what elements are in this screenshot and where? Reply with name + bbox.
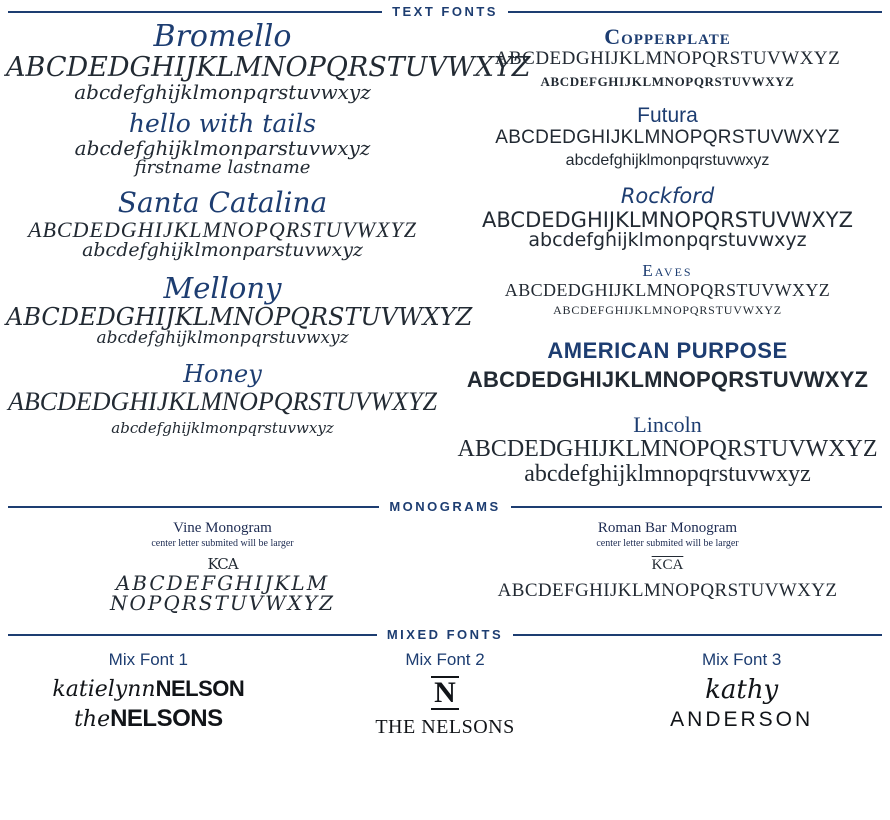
mixed-font-3-title: Mix Font 3 bbox=[702, 650, 782, 670]
font-specimen-honey-uppercase: ABCDEDGHIJKLMNOPQRSTUVWXYZ bbox=[8, 387, 437, 417]
font-specimen-santa-lowercase: abcdefghijklmonparstuvwxyz bbox=[82, 239, 363, 262]
font-name-american-purpose: AMERICAN PURPOSE bbox=[547, 337, 788, 363]
font-specimen-lincoln-lowercase: abcdefghijklmnopqrstuvwxyz bbox=[524, 461, 811, 488]
monogram-mark-roman-bar: $\overline{KCA}$ bbox=[651, 557, 684, 574]
font-name-mellony: Mellony bbox=[163, 271, 282, 306]
text-fonts-left-column bbox=[0, 19, 531, 493]
font-specimen-american-purpose-uppercase: ABCDEDGHIJKLMNOPQRSTUVWXYZ bbox=[466, 366, 869, 392]
section-header-monograms bbox=[0, 499, 890, 514]
font-specimen-eaves-uppercase: ABCDEDGHIJKLMNOPQRSTUVWXYZ bbox=[504, 280, 831, 301]
mixed-font-1-line2-block: NELSONS bbox=[110, 704, 223, 732]
font-sample-eaves bbox=[451, 262, 884, 316]
mixed-font-3 bbox=[593, 642, 890, 739]
monogram-alphabet-vine-line1: ABCDEFGHIJKLM bbox=[115, 571, 330, 596]
font-specimen-hello-sample: firstname lastname bbox=[134, 157, 311, 179]
text-fonts-right-column bbox=[445, 19, 890, 493]
mixed-font-2-initial: N bbox=[431, 676, 459, 710]
monograms-row bbox=[0, 514, 890, 616]
mixed-font-1 bbox=[0, 642, 297, 739]
font-name-lincoln: Lincoln bbox=[633, 412, 702, 437]
font-name-futura: Futura bbox=[637, 103, 698, 127]
mixed-font-3-line1: kathy bbox=[705, 675, 779, 706]
section-header-mixed-fonts bbox=[0, 627, 890, 642]
font-sample-honey bbox=[6, 359, 439, 438]
font-specimen-copperplate-small: ABCDEFGHIJKLMNOPQRSTUVWXYZ bbox=[540, 74, 795, 90]
font-catalog-page bbox=[0, 4, 890, 820]
divider-rule-right-mixed bbox=[513, 634, 882, 636]
monogram-note-vine: center letter submited will be larger bbox=[151, 538, 294, 550]
section-header-text-fonts bbox=[0, 4, 890, 19]
mixed-font-1-line1-script: katielynn bbox=[52, 677, 156, 703]
mixed-font-1-line2-script: the bbox=[74, 706, 111, 732]
mixed-font-1-line1-block: NELSON bbox=[155, 676, 245, 702]
mixed-font-2-initial-line bbox=[301, 676, 590, 710]
font-specimen-rockford-uppercase: ABCDEDGHIJKLMNOPQRSTUVWXYZ bbox=[482, 207, 853, 232]
font-specimen-mellony-lowercase: abcdefghijklmonpqrstuvwxyz bbox=[96, 328, 349, 349]
mixed-font-2 bbox=[297, 642, 594, 739]
font-sample-bromello bbox=[6, 19, 531, 104]
font-specimen-rockford-lowercase: abcdefghijklmonpqrstuvwxyz bbox=[528, 228, 807, 251]
font-sample-santa-catalina bbox=[6, 185, 439, 262]
font-specimen-honey-lowercase: abcdefghijklmonpqrstuvwxyz bbox=[111, 419, 334, 438]
font-name-bromello: Bromello bbox=[153, 19, 292, 54]
font-sample-hello-with-tails bbox=[6, 108, 439, 179]
monogram-roman-bar bbox=[445, 514, 890, 613]
font-sample-american-purpose bbox=[451, 339, 884, 391]
divider-rule-left bbox=[8, 11, 382, 13]
font-sample-copperplate bbox=[451, 25, 884, 89]
section-title-mixed-fonts: MIXED FONTS bbox=[386, 627, 504, 643]
font-sample-lincoln bbox=[451, 413, 884, 487]
font-sample-rockford bbox=[451, 185, 884, 250]
section-title-text-fonts: TEXT FONTS bbox=[392, 4, 498, 19]
font-name-honey: Honey bbox=[183, 359, 262, 388]
monogram-note-roman-bar: center letter submited will be larger bbox=[596, 538, 739, 550]
font-specimen-futura-uppercase: ABCDEDGHIJKLMNOPQRSTUVWXYZ bbox=[495, 126, 840, 148]
font-specimen-bromello-uppercase: ABCDEDGHIJKLMNOPQRSTUVWXYZ bbox=[6, 51, 531, 83]
font-specimen-lincoln-uppercase: ABCDEDGHIJKLMNOPQRSTUVWXYZ bbox=[457, 436, 878, 463]
mixed-font-1-title: Mix Font 1 bbox=[108, 650, 189, 670]
mixed-fonts-row bbox=[0, 642, 890, 739]
mixed-font-2-title: Mix Font 2 bbox=[405, 650, 485, 670]
mixed-font-1-line1 bbox=[4, 676, 293, 702]
divider-rule-left-mixed bbox=[8, 634, 377, 636]
divider-rule-left-monograms bbox=[8, 506, 379, 508]
font-specimen-copperplate-uppercase: ABCDEDGHIJKLMNOPQRSTUVWXYZ bbox=[494, 48, 841, 70]
monogram-alphabet-roman-bar: ABCDEFGHIJKLMNOPQRSTUVWXYZ bbox=[497, 580, 838, 602]
mixed-font-1-line2 bbox=[4, 705, 293, 733]
section-title-monograms: MONOGRAMS bbox=[389, 499, 501, 515]
font-name-copperplate: Copperplate bbox=[604, 24, 731, 49]
monogram-title-vine: Vine Monogram bbox=[173, 520, 272, 537]
font-specimen-mellony-uppercase: ABCDEDGHIJKLMNOPQRSTUVWXYZ bbox=[6, 302, 473, 331]
mixed-font-3-line2: ANDERSON bbox=[670, 708, 814, 732]
monogram-title-roman-bar: Roman Bar Monogram bbox=[597, 520, 738, 537]
monogram-vine bbox=[0, 514, 445, 616]
font-name-santa-catalina: Santa Catalina bbox=[117, 185, 328, 219]
font-specimen-hello-lowercase: abcdefghijklmonparstuvwxyz bbox=[74, 136, 371, 161]
font-name-hello-with-tails: hello with tails bbox=[128, 108, 317, 138]
font-sample-mellony bbox=[6, 271, 473, 349]
font-specimen-bromello-lowercase: abcdefghijklmonpqrstuvwxyz bbox=[74, 79, 371, 104]
font-specimen-eaves-small: ABCDEFGHIJKLMNOPQRSTUVWXYZ bbox=[553, 303, 782, 318]
divider-rule-right-monograms bbox=[511, 506, 882, 508]
text-fonts-columns bbox=[0, 19, 890, 493]
font-name-rockford: Rockford bbox=[620, 184, 715, 209]
font-sample-futura bbox=[451, 105, 884, 170]
divider-rule-right bbox=[508, 11, 882, 13]
font-name-eaves: Eaves bbox=[642, 261, 693, 281]
mixed-font-2-line2: THE NELSONS bbox=[375, 716, 515, 739]
font-specimen-santa-uppercase: ABCDEDGHIJKLMNOPQRSTUVWXYZ bbox=[28, 217, 417, 243]
font-specimen-futura-lowercase: abcdefghijklmonpqrstuvwxyz bbox=[565, 151, 770, 169]
monogram-alphabet-vine-line2: NOPQRSTUVWXYZ bbox=[109, 591, 336, 616]
monogram-mark-vine: KCA bbox=[207, 555, 238, 574]
